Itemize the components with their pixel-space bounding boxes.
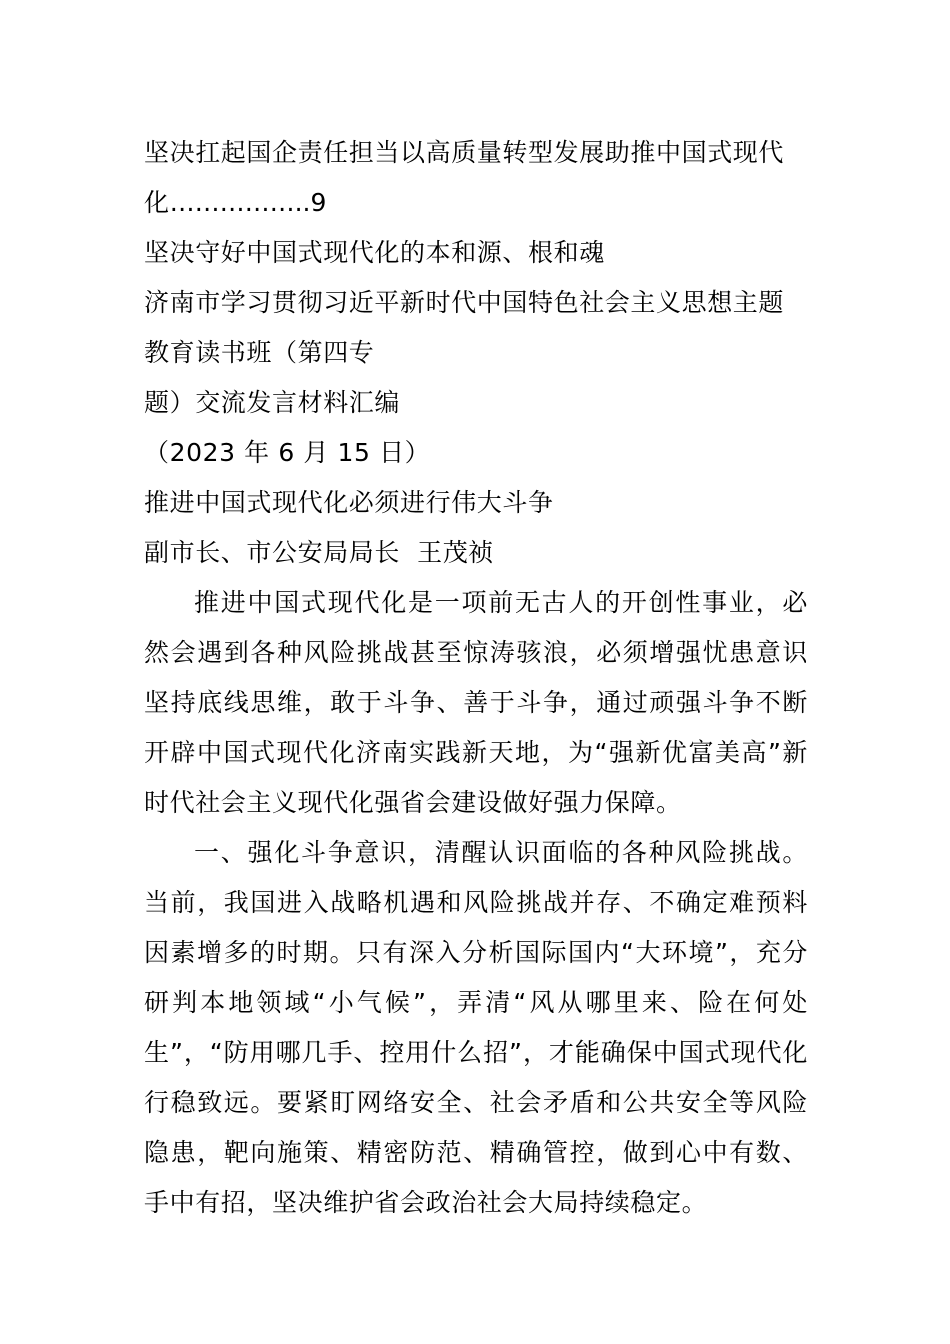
article-title-2: 推进中国式现代化必须进行伟大斗争 — [144, 488, 554, 517]
toc-entry-title-line1: 坚决扛起国企责任担当以高质量转型发展助推中国式现代 — [144, 138, 785, 167]
collection-date: （2023 年 6 月 15 日） — [144, 438, 431, 467]
body-paragraph-2: 一、强化斗争意识，清醒认识面临的各种风险挑战。当前，我国进入战略机遇和风险挑战并存、不确定难预料因素增多的时期。只有深入分析国际国内“大环境”，充分研判本地领域“小气候”，弄清“风从哪里来、险在何处生”，“防用哪几手、控用什么招”，才能确保中国式现代化行稳致远。要紧盯网络安全、社会矛盾和公共安全等风险隐患，靶向施策、精密防范、精确管控，做到心中有数、手中有招，坚决维护省会政治社会大局持续稳定。 — [144, 838, 808, 1217]
toc-entry-line2 — [144, 178, 808, 228]
body-paragraph-1: 推进中国式现代化是一项前无古人的开创性事业，必然会遇到各种风险挑战甚至惊涛骇浪，必须增强忧患意识坚持底线思维，敢于斗争、善于斗争，通过顽强斗争不断开辟中国式现代化济南实践新天地，为“强新优富美高”新时代社会主义现代化强省会建设做好强力保障。 — [144, 588, 808, 817]
toc-leader-dots: …………….. — [169, 188, 311, 217]
collection-title-line1: 济南市学习贯彻习近平新时代中国特色社会主义思想主题 — [144, 288, 785, 317]
article-title-1: 坚决守好中国式现代化的本和源、根和魂 — [144, 238, 605, 267]
toc-entry-title-line2: 化 — [144, 188, 170, 217]
collection-title-line2: 教育读书班（第四专 — [144, 338, 375, 367]
author-line: 副市长、市公安局局长 王茂祯 — [144, 538, 494, 567]
collection-title-line3: 题）交流发言材料汇编 — [144, 388, 401, 417]
toc-page-number: 9 — [310, 188, 328, 217]
document-page — [144, 128, 808, 1228]
